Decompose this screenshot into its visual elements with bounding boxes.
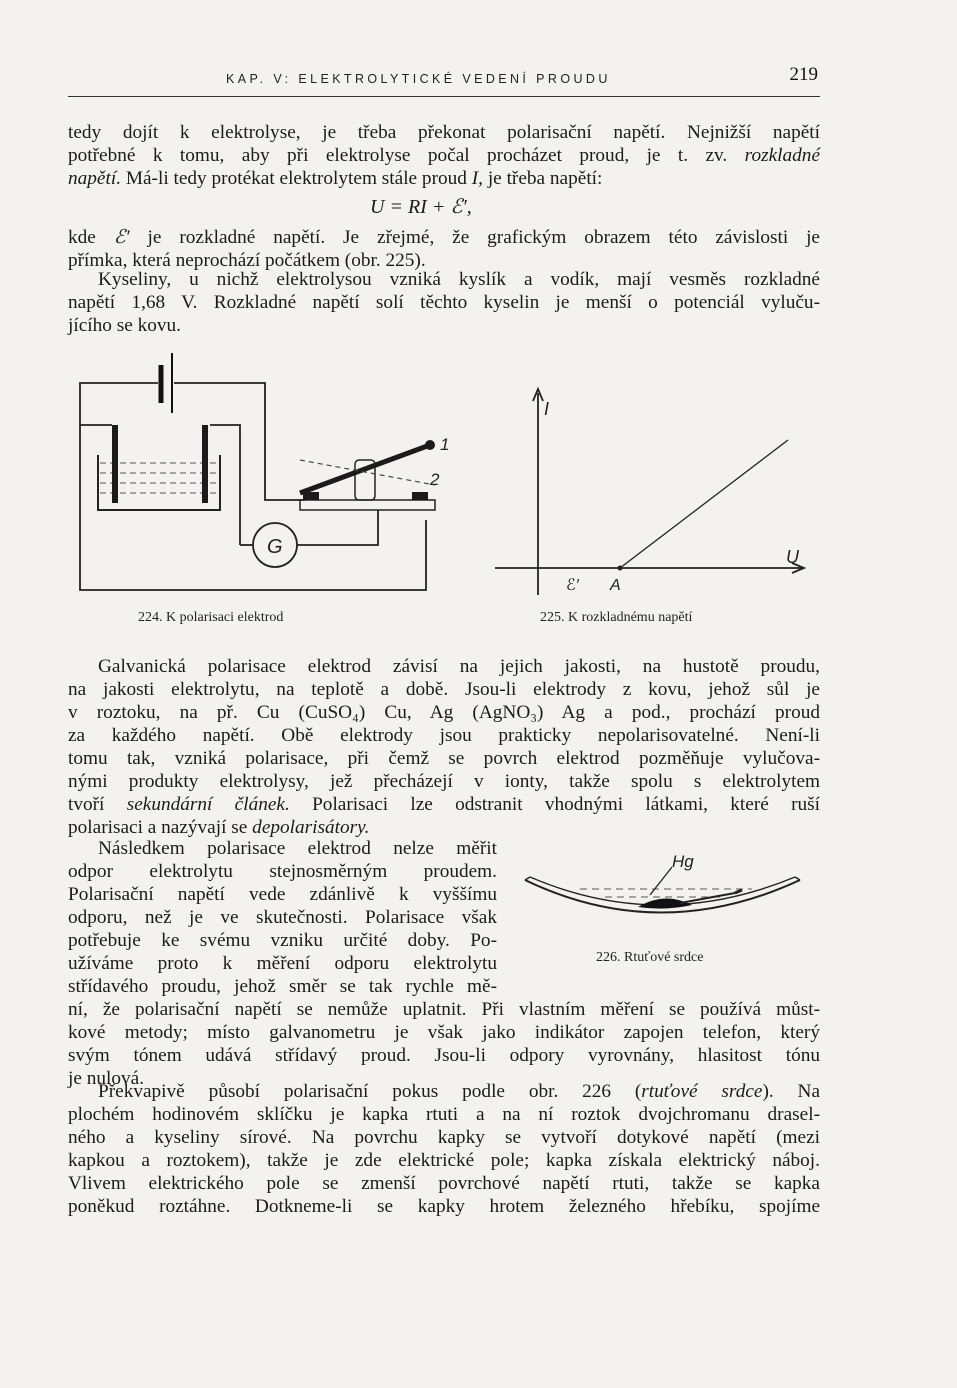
position-label-1: 1 (440, 435, 450, 454)
solution-surface (580, 889, 752, 897)
text-line: tomu tak, vzniká polarisace, při čemž se povrch elektrod pozměňuje vylučova- (68, 748, 820, 769)
text-line: jícího se kovu. (68, 315, 181, 336)
paragraph-mercury-heart (68, 1080, 820, 1218)
position-label-2: 2 (430, 470, 440, 489)
caption-figure-225: 225. K rozkladnému napětí (540, 610, 693, 625)
text-line: potřebné k tomu, aby při elektrolyse počal procházet proud, je t. zv. rozkladné (68, 145, 820, 166)
text-line: nými produkty elektrolysy, jež přecházejí v ionty, takže spolu s elektrolytem (68, 771, 820, 792)
axis-x-label: U (786, 547, 799, 567)
text-line: tvoří sekundární článek. Polarisaci lze odstranit vhodnými látkami, které ruší (68, 794, 820, 815)
text-line: střídavého proudu, jehož směr se tak rychle mě- (68, 976, 497, 997)
text-line: potřebuje ke svému vzniku určité doby. Po- (68, 930, 497, 951)
text-line: tedy dojít k elektrolyse, je třeba překonat polarisační napětí. Nejnižší napětí (68, 122, 820, 143)
text-line: kové metody; místo galvanometru je však jako indikátor zapojen telefon, který (68, 1022, 820, 1043)
figure-226-mercury-heart (520, 845, 810, 930)
galvanometer-icon (253, 523, 297, 567)
text-line: Následkem polarisace elektrod nelze měřit (98, 838, 497, 859)
hg-label: Hg (672, 852, 694, 871)
label-decomposition-voltage: ℰ′ (566, 577, 579, 594)
term-emphasis: depolarisátory. (252, 817, 370, 838)
figure-225-graph (490, 385, 820, 600)
text-line: užíváme proto k měření odporu elektrolytu (68, 953, 497, 974)
label-point-a: A (610, 577, 621, 594)
mercury-drop (638, 898, 692, 908)
text-line: kapkou a roztokem), takže je zde elektrické pole; kapka získala elektrický náboj. (68, 1150, 820, 1171)
page-number: 219 (789, 64, 818, 85)
caption-figure-226: 226. Rtuťové srdce (596, 950, 704, 965)
axis-y-label: I (544, 399, 550, 419)
text-line: přímka, která neprochází počátkem (obr. 225). (68, 250, 426, 271)
text-line: napětí 1,68 V. Rozkladné napětí solí těchto kyselin je menší o potenciál vyluču- (68, 292, 820, 313)
line-current-voltage (620, 440, 788, 568)
text-line: odpor elektrolytu stejnosměrným proudem. (68, 861, 497, 882)
text-line: Kyseliny, u nichž elektrolysou vzniká kyslík a vodík, mají vesměs rozkladné (98, 269, 820, 290)
text-line: svým tónem udává střídavý proud. Jsou-li odpory vyrovnány, hlasitost tónu (68, 1045, 820, 1066)
text-line: Vlivem elektrického pole se zmenší povrchové napětí rtuti, takže se kapka (68, 1173, 820, 1194)
wire-bottom (80, 415, 426, 590)
figure-224-circuit (60, 345, 460, 605)
wire-top-left (80, 383, 158, 415)
text-line: Polarisační napětí vede zdánlivě k vyššímu (68, 884, 497, 905)
battery-icon (161, 353, 172, 413)
caption-figure-224: 224. K polarisaci elektrod (138, 610, 284, 625)
text-line: za každého napětí. Obě elektrody jsou prakticky nepolarisovatelné. Není-li (68, 725, 820, 746)
paragraph-measurement-narrow (68, 837, 497, 998)
paragraph-explanation (68, 226, 820, 272)
text-line: plochém hodinovém sklíčku je kapka rtuti a na ní roztok dvojchromanu drasel- (68, 1104, 820, 1125)
switch-rocker (300, 435, 449, 510)
text-line: je nulová. (68, 1068, 145, 1089)
page-header (68, 62, 820, 97)
paragraph-intro (68, 121, 820, 190)
text-line: Galvanická polarisace elektrod závisí na jejich jakosti, na hustotě proudu, (98, 656, 820, 677)
galvanometer-label: G (267, 536, 283, 558)
paragraph-galvanic-polarisation (68, 655, 820, 839)
text-line: ného a kyseliny sírové. Na povrchu kapky se vytvoří dotykové napětí (mezi (68, 1127, 820, 1148)
term-emphasis: napětí. (68, 168, 122, 189)
formula: U = RI + ℰ′, (370, 196, 472, 218)
electrode-left (112, 425, 118, 503)
text-line: na jakosti elektrolytu, na teplotě a době. Jsou-li elektrody z kovu, jehož sůl je (68, 679, 820, 700)
text-line: odporu, než je ve skutečnosti. Polarisace však (68, 907, 497, 928)
text-line: ní, že polarisační napětí se nemůže uplatnit. Při vlastním měření se používá můst- (68, 999, 820, 1020)
text-line: polarisaci a nazývají se depolarisátory. (68, 817, 370, 838)
hg-pointer (650, 867, 672, 895)
term-emphasis: rozkladné (744, 145, 820, 166)
text-line: v roztoku, na př. Cu (CuSO₄) Cu, Ag (AgNO₃) Ag a pod., prochází proud (68, 702, 820, 723)
electrode-right (202, 425, 208, 503)
term-emphasis: sekundární článek. (126, 794, 290, 815)
paragraph-measurement-wide (68, 998, 820, 1090)
variable: I, (471, 168, 483, 189)
wire-electrode-right (210, 425, 240, 545)
term-emphasis: rtuťové srdce (641, 1081, 763, 1102)
electrolytic-cell (98, 425, 220, 510)
text-line: poněkud roztáhne. Dotkneme-li se kapky hrotem železného hřebíku, spojíme (68, 1196, 820, 1217)
text-line: kde ℰ′ je rozkladné napětí. Je zřejmé, že grafickým obrazem této závislosti je (68, 227, 820, 248)
point-a (618, 566, 623, 571)
text-line: Překvapivě působí polarisační pokus podle obr. 226 (rtuťové srdce). Na (98, 1081, 821, 1102)
text-line: napětí. Má-li tedy protékat elektrolytem stále proud I, je třeba napětí: (68, 168, 603, 189)
wire-from-galvanometer (297, 510, 378, 545)
running-head: KAP. V: ELEKTROLYTICKÉ VEDENÍ PROUDU (226, 72, 611, 86)
paragraph-acids (68, 268, 820, 337)
symbol: ℰ′ (113, 227, 130, 248)
